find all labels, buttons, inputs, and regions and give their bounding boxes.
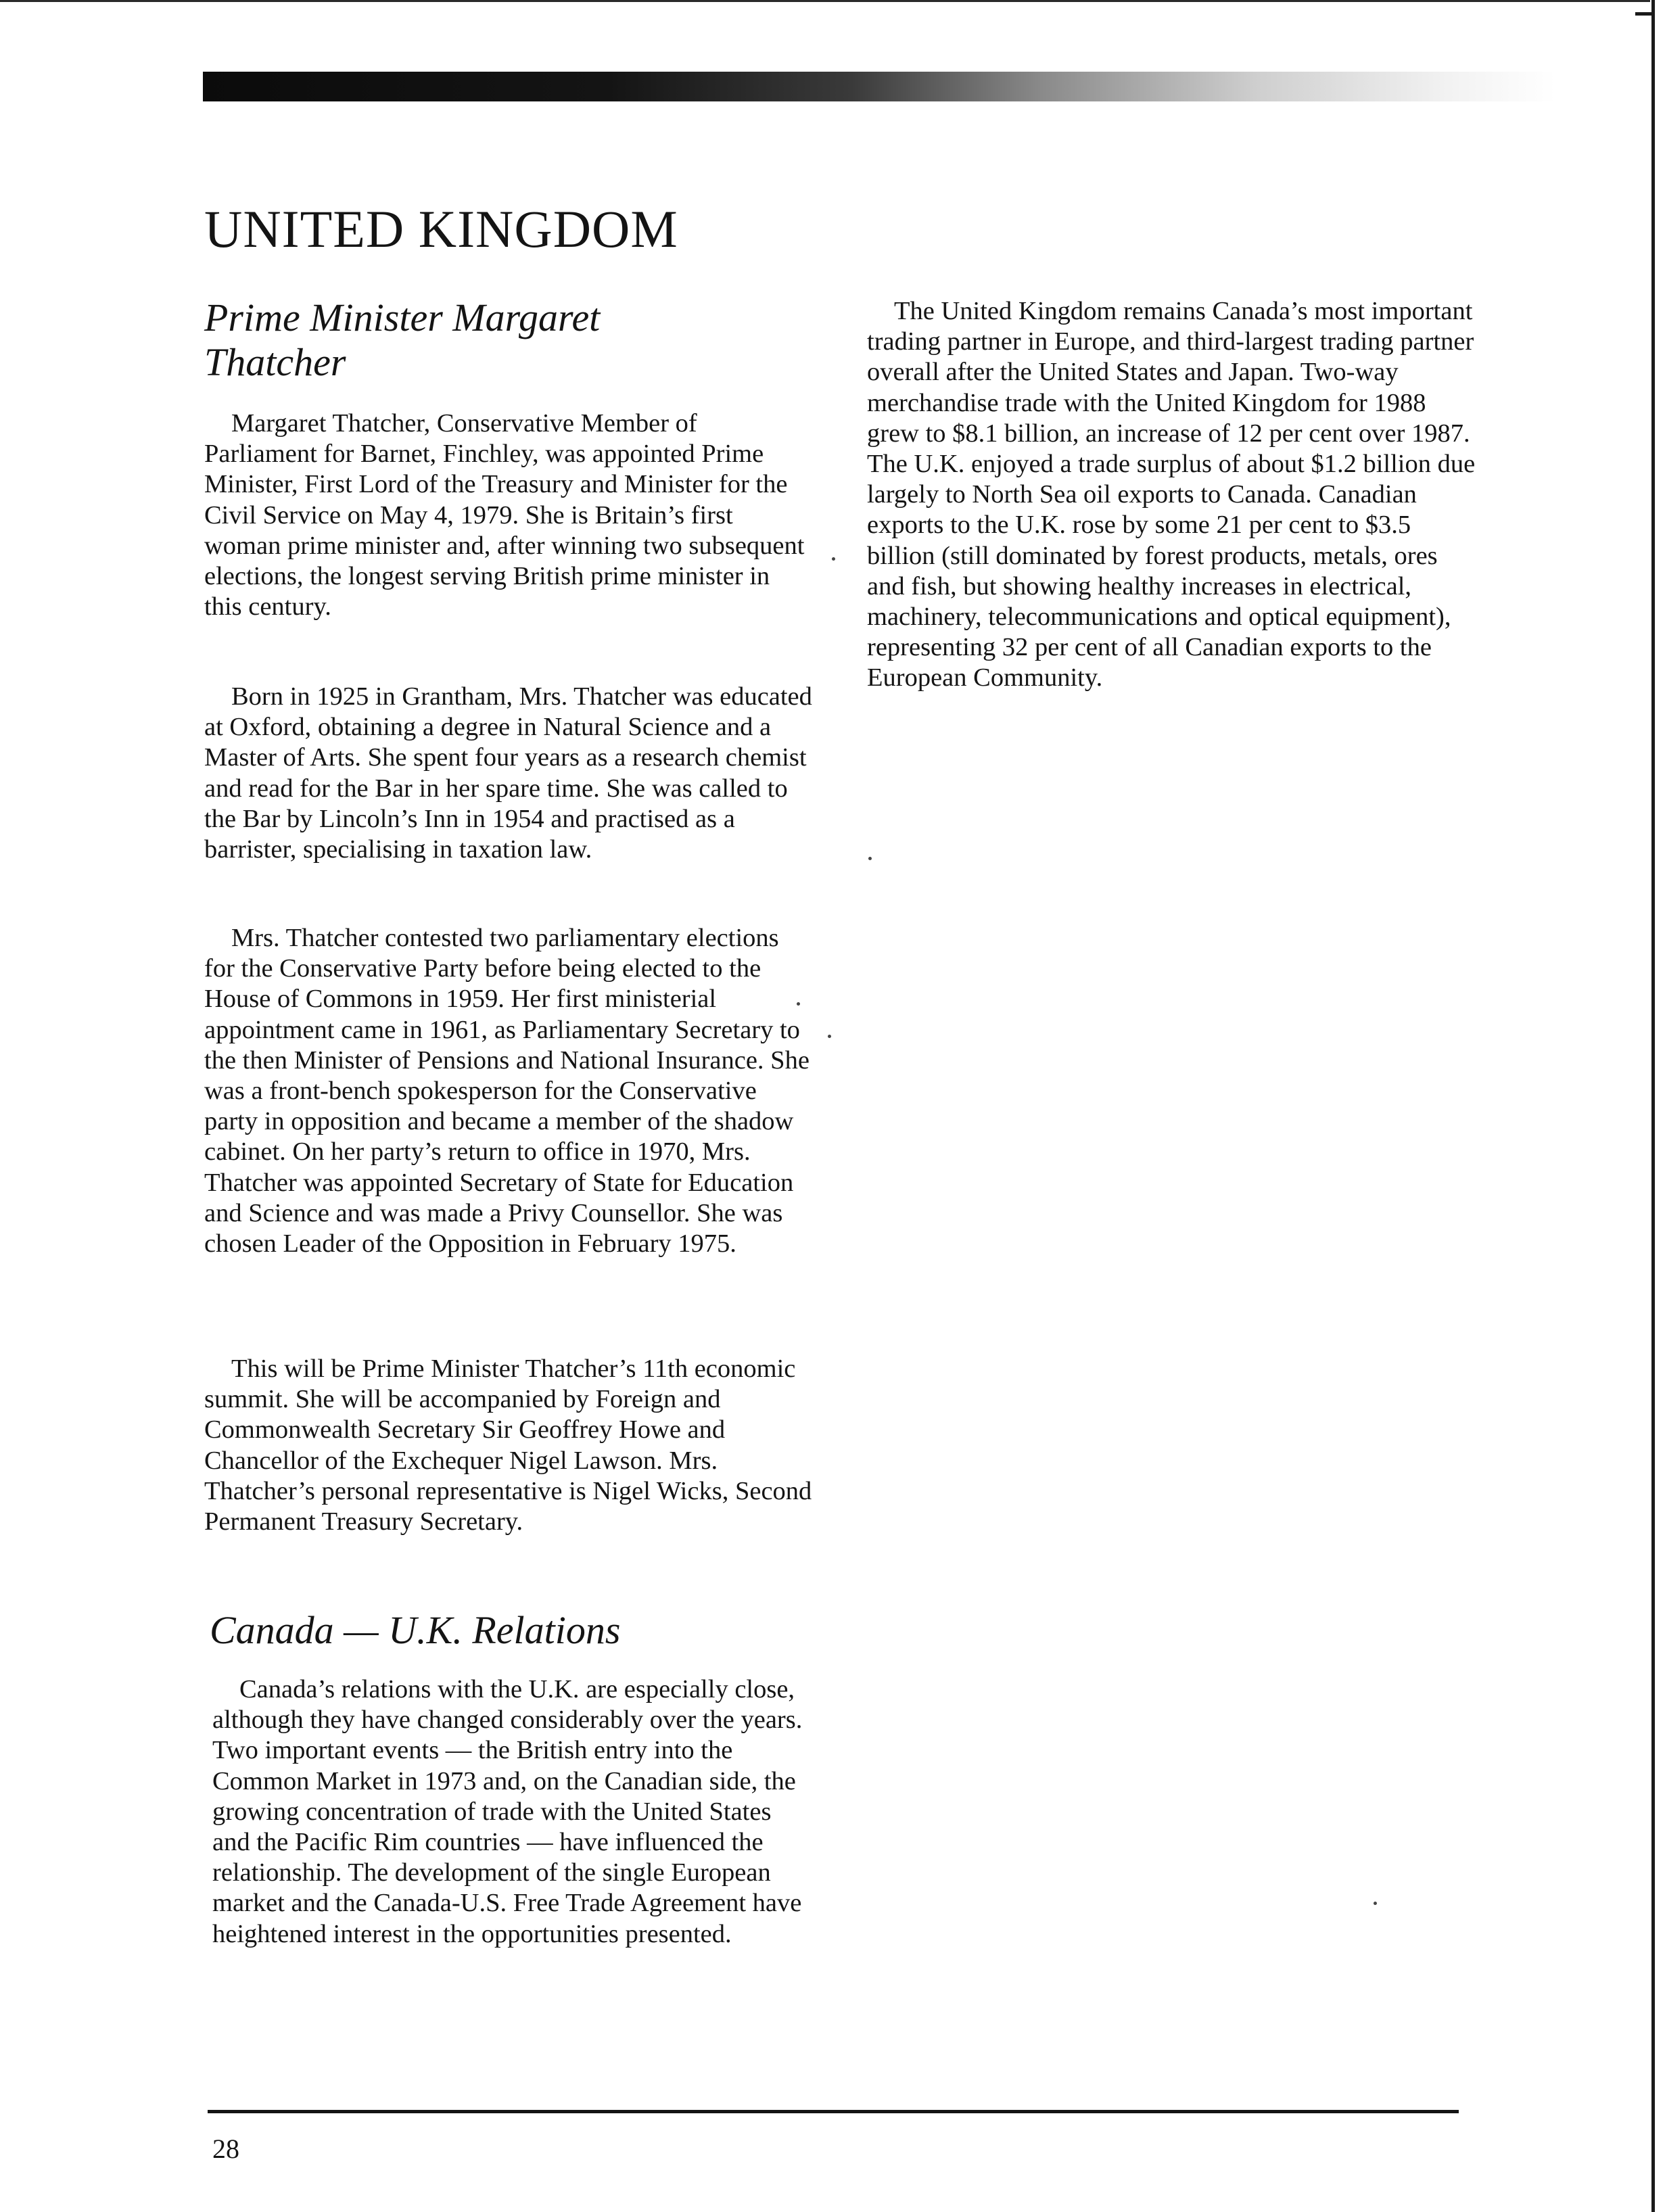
section-heading-canada-uk-relations: Canada — U.K. Relations — [210, 1608, 621, 1652]
page-top-edge-line — [0, 0, 1650, 2]
scan-speck — [828, 1035, 831, 1038]
body-paragraph-appointment: Margaret Thatcher, Conservative Member of Parliament for Barnet, Finchley, was appointed Prime Minister, First Lord of the Treasury and Minister for the Civil Service on May 4, 1979. She is Britain’s first woman prime minister and, after winning two subsequent elections, the longest serving British prime minister in this century. — [204, 409, 805, 621]
scan-corner-mark — [1635, 12, 1653, 16]
page-title: UNITED KINGDOM — [204, 199, 678, 258]
body-paragraph-career: Mrs. Thatcher contested two parliamentary elections for the Conservative Party before being elected to the House of Commons in 1959. Her first ministerial appointment came in 1961, as Parliamentary Secretary to the then Minister of Pensions and National Insurance. She was a front-bench spokesperson for the Conservative party in opposition and became a member of the shadow cabinet. On her party’s return to office in 1970, Mrs. Thatcher was appointed Secretary of State for Education and Science and was made a Privy Counsellor. She was chosen Leader of the Opposition in February 1975. — [204, 924, 810, 1258]
scan-speck — [797, 1002, 800, 1006]
section-heading-prime-minister: Prime Minister Margaret Thatcher — [204, 296, 601, 384]
header-decorative-bar — [203, 72, 1555, 101]
page-number: 28 — [212, 2134, 239, 2164]
body-paragraph-relations: Canada’s relations with the U.K. are especially close, although they have changed considerably over the years. Two important events — the British entry into the Common Market in 1973 and, on the Canadian side, the growing concentration of trade with the United States and the Pacific Rim countries — have influenced the relationship. The development of the single European market and the Canada-U.S. Free Trade Agreement have heightened interest in the opportunities presented. — [212, 1675, 803, 1948]
body-paragraph-summit: This will be Prime Minister Thatcher’s 11th economic summit. She will be accompanied by Foreign and Commonwealth Secretary Sir Geoffrey Howe and Chancellor of the Exchequer Nigel Lawson. Mrs. Thatcher’s personal representative is Nigel Wicks, Second Permanent Treasury Secretary. — [204, 1355, 812, 1536]
footer-rule — [208, 2110, 1459, 2113]
scan-right-edge — [1651, 0, 1655, 2212]
scan-speck — [868, 857, 872, 860]
body-paragraph-education: Born in 1925 in Grantham, Mrs. Thatcher was educated at Oxford, obtaining a degree in Natural Science and a Master of Arts. She spent four years as a research chemist and read for the Bar in her spare time. She was called to the Bar by Lincoln’s Inn in 1954 and practised as a barrister, specialising in taxation law. — [204, 682, 812, 864]
body-paragraph-trade: The United Kingdom remains Canada’s most important trading partner in Europe, and third-largest trading partner overall after the United States and Japan. Two-way merchandise trade with the United Kingdom for 1988 grew to $8.1 billion, an increase of 12 per cent over 1987. The U.K. enjoyed a trade surplus of about $1.2 billion due largely to North Sea oil exports to Canada. Canadian exports to the U.K. rose by some 21 per cent to $3.5 billion (still dominated by forest products, metals, ores and fish, but showing healthy increases in electrical, machinery, telecommunications and optical equipment), representing 32 per cent of all Canadian exports to the European Community. — [867, 297, 1476, 692]
scan-speck — [1374, 1902, 1377, 1905]
scan-speck — [832, 557, 835, 561]
